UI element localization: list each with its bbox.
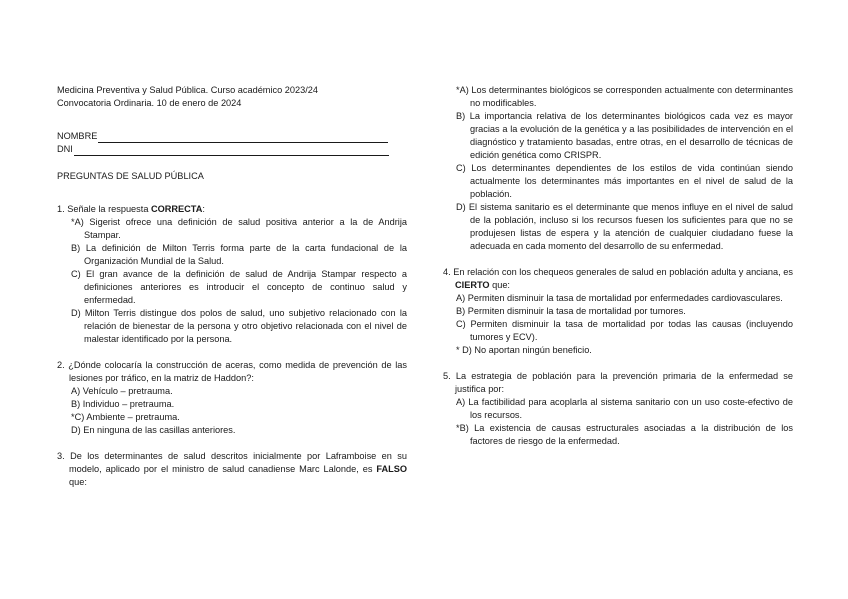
question-1-option-b: B) La definición de Milton Terris forma parte de la carta fundacional de la Organización Mundial de la Salud. bbox=[71, 243, 407, 266]
course-title: Medicina Preventiva y Salud Pública. Curso académico 2023/24 bbox=[57, 85, 318, 95]
question-2 bbox=[57, 359, 407, 437]
question-2-option-b: B) Individuo – pretrauma. bbox=[71, 399, 175, 409]
question-4 bbox=[443, 266, 793, 357]
question-1 bbox=[57, 203, 407, 346]
question-1-option-a: *A) Sigerist ofrece una definición de salud positiva anterior a la de Andrija Stampar. bbox=[71, 217, 407, 240]
question-2-option-d: D) En ninguna de las casillas anteriores. bbox=[71, 425, 236, 435]
question-4-option-c: C) Permiten disminuir la tasa de mortalidad por todas las causas (incluyendo tumores y ECV). bbox=[456, 319, 793, 342]
question-3 bbox=[57, 450, 407, 489]
question-3-stem: 3. De los determinantes de salud descritos inicialmente por Laframboise en su modelo, aplicado por el ministro de salud canadiense Marc Lalonde, es FALSO que: bbox=[57, 451, 407, 487]
dni-line bbox=[74, 145, 389, 156]
question-5-option-a: A) La factibilidad para acoplarla al sistema sanitario con un uso coste-efectivo de los recursos. bbox=[456, 397, 793, 420]
section-title: PREGUNTAS DE SALUD PÚBLICA bbox=[57, 171, 204, 181]
question-3-option-b: B) La importancia relativa de los determinantes biológicos cada vez es mayor gracias a la evolución de la genética y a las posibilidades de intervención en el diagnóstico y tratamiento basadas, entre otras, en el desarrollo de técnicas de edición genética como CRISPR. bbox=[456, 111, 793, 160]
question-4-option-a: A) Permiten disminuir la tasa de mortalidad por enfermedades cardiovasculares. bbox=[456, 293, 783, 303]
question-3-option-a: *A) Los determinantes biológicos se corresponden actualmente con determinantes no modificables. bbox=[456, 85, 793, 108]
dni-field bbox=[57, 143, 407, 156]
question-2-option-a: A) Vehículo – pretrauma. bbox=[71, 386, 173, 396]
question-2-option-c: *C) Ambiente – pretrauma. bbox=[71, 412, 180, 422]
question-5 bbox=[443, 370, 793, 448]
question-4-stem: 4. En relación con los chequeos generales de salud en población adulta y anciana, es CIERTO que: bbox=[443, 267, 793, 290]
nombre-line bbox=[98, 132, 388, 143]
right-column bbox=[443, 84, 793, 448]
exam-date: Convocatoria Ordinaria. 10 de enero de 2024 bbox=[57, 98, 242, 108]
question-1-option-d: D) Milton Terris distingue dos polos de salud, uno subjetivo relacionado con la relación de bienestar de la persona y otro objetivo relacionada con el nivel de malestar identificado por la persona. bbox=[71, 308, 407, 344]
left-column bbox=[57, 84, 407, 489]
question-1-stem: 1. Señale la respuesta CORRECTA: bbox=[57, 204, 205, 214]
question-1-option-c: C) El gran avance de la definición de salud de Andrija Stampar respecto a definiciones anteriores es introducir el concepto de continuo salud y enfermedad. bbox=[71, 269, 407, 305]
nombre-field bbox=[57, 130, 407, 143]
nombre-label: NOMBRE bbox=[57, 131, 98, 141]
question-4-option-b: B) Permiten disminuir la tasa de mortalidad por tumores. bbox=[456, 306, 686, 316]
question-2-stem: 2. ¿Dónde colocaría la construcción de aceras, como medida de prevención de las lesiones por tráfico, en la matriz de Haddon?: bbox=[57, 360, 407, 383]
question-5-option-b: *B) La existencia de causas estructurales asociadas a la distribución de los factores de riesgo de la enfermedad. bbox=[456, 423, 793, 446]
dni-label: DNI bbox=[57, 144, 73, 154]
question-3-option-d: D) El sistema sanitario es el determinante que menos influye en el nivel de salud de la población, incluso si los recursos fuesen los suficientes para que no se produjesen listas de espera y la atención de cualquier ciudadano fuese la adecuada en cada momento del desarrollo de su enfermedad. bbox=[456, 202, 793, 251]
question-4-option-d: * D) No aportan ningún beneficio. bbox=[456, 345, 592, 355]
question-5-stem: 5. La estrategia de población para la prevención primaria de la enfermedad se justifica por: bbox=[443, 371, 793, 394]
question-3-option-c: C) Los determinantes dependientes de los estilos de vida continúan siendo actualmente los determinantes más importantes en el nivel de salud de la población. bbox=[456, 163, 793, 199]
